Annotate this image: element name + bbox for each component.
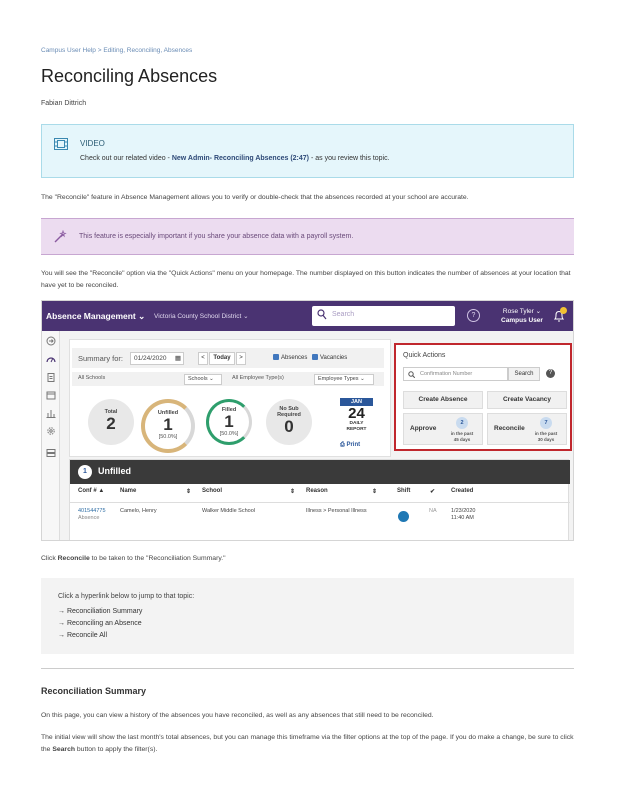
unfilled-table-panel [69, 459, 569, 541]
sort-icon[interactable]: ⇕ [290, 489, 296, 495]
district-selector[interactable]: Victoria County School District ⌄ [154, 313, 249, 320]
approve-button[interactable]: Approve 2 in the past 45 days [403, 413, 483, 445]
user-menu[interactable]: Rose Tyler ⌄ Campus User [501, 308, 543, 324]
filter-paragraph: The initial view will show the last month's total absences, but you can manage this timeframe via the filter options at the top of the page. If you do make a change, be sure to click the Search button to apply the filter(s). [41, 734, 574, 753]
date-input[interactable]: 01/24/2020 ▦ [130, 352, 184, 365]
section-title: Reconciliation Summary [41, 686, 147, 696]
unfilled-stat[interactable]: Unfilled 1 [50.0%] [141, 399, 195, 453]
row-name: Camelo, Henry [120, 508, 157, 514]
reconcile-button[interactable]: Reconcile 7 in the past 30 days [487, 413, 567, 445]
reconcile-count-badge: 7 [540, 417, 552, 429]
row-school: Walker Middle School [202, 508, 255, 514]
jump-link-reconcile-all[interactable]: → Reconcile All [58, 632, 108, 639]
summary-panel [69, 339, 391, 457]
jump-links-box [41, 578, 574, 654]
col-created[interactable]: Created [451, 488, 474, 494]
section-divider [41, 668, 574, 669]
print-link[interactable]: ⎙ Print [340, 442, 361, 448]
note-callout [41, 218, 574, 255]
absences-checkbox[interactable]: Absences [273, 354, 307, 361]
divider [70, 502, 570, 503]
total-stat[interactable]: Total 2 [88, 399, 134, 445]
server-icon[interactable] [46, 448, 56, 458]
arrow-right-icon[interactable] [46, 336, 56, 346]
calendar-icon[interactable] [46, 390, 56, 400]
click-reconcile-paragraph: Click Reconcile to be taken to the "Reconciliation Summary." [41, 555, 226, 562]
col-school[interactable]: School [202, 488, 223, 494]
film-icon [54, 138, 68, 152]
history-paragraph: On this page, you can view a history of the absences you have reconciled, as well as any absences that still need to be reconciled. [41, 712, 434, 719]
video-text: Check out our related video - New Admin- Reconciling Absences (2:47) - as you review this topic. [80, 155, 390, 162]
col-reason[interactable]: Reason [306, 488, 328, 494]
bar-chart-icon[interactable] [46, 408, 56, 418]
daily-report-calendar[interactable]: JAN 24 DAILY REPORT [340, 398, 373, 438]
quick-actions-panel [394, 343, 572, 451]
help-icon[interactable]: ? [467, 309, 480, 322]
row-reason: Illness > Personal Illness [306, 508, 367, 514]
quick-actions-paragraph: You will see the "Reconcile" option via the "Quick Actions" menu on your homepage. The number displayed on this button indicates the number of absences at your location that have yet to be reconciled. [41, 270, 571, 289]
col-check: ✔ [430, 489, 436, 495]
shift-indicator [398, 511, 409, 522]
jump-links-title: Click a hyperlink below to jump to that topic: [58, 593, 195, 600]
col-conf[interactable]: Conf # ▲ [78, 488, 105, 494]
summary-label: Summary for: [78, 354, 124, 363]
row-created: 1/23/2020 11:40 AM [451, 508, 476, 521]
unfilled-title: Unfilled [98, 466, 131, 476]
approve-count-badge: 2 [456, 417, 468, 429]
jump-link-reconciling-absence[interactable]: → Reconciling an Absence [58, 620, 142, 627]
search-icon [317, 309, 327, 322]
video-title: VIDEO [80, 139, 105, 148]
magic-wand-icon [53, 230, 67, 246]
table-row[interactable]: 401544775 Absence [78, 508, 106, 521]
app-title[interactable]: Absence Management ⌄ [46, 311, 146, 321]
calendar-icon: ▦ [174, 355, 181, 362]
app-search-input[interactable]: Search [312, 306, 455, 326]
prev-day-button[interactable]: < [198, 352, 208, 365]
today-button[interactable]: Today [209, 352, 235, 365]
breadcrumb[interactable]: Campus User Help > Editing, Reconciling, Absences [41, 47, 193, 54]
app-screenshot [41, 300, 574, 541]
summary-bar [72, 348, 384, 368]
confirmation-search-button[interactable]: Search [508, 367, 540, 381]
employee-types-select[interactable]: Employee Types ⌄ [314, 374, 374, 385]
confirmation-number-input[interactable]: Confirmation Number [403, 367, 508, 381]
col-name[interactable]: Name [120, 488, 137, 494]
next-day-button[interactable]: > [236, 352, 246, 365]
help-icon[interactable]: ? [546, 369, 555, 378]
sort-icon[interactable]: ⇕ [372, 489, 378, 495]
row-status: NA [429, 508, 437, 514]
video-callout [41, 124, 574, 178]
page-title: Reconciling Absences [41, 66, 218, 86]
side-nav [42, 331, 60, 541]
create-vacancy-button[interactable]: Create Vacancy [487, 391, 567, 409]
search-icon [408, 371, 415, 380]
app-topbar [42, 301, 574, 331]
schools-select[interactable]: Schools ⌄ [184, 374, 222, 385]
sort-icon[interactable]: ⇕ [186, 489, 192, 495]
filter-bar [72, 372, 384, 386]
clipboard-icon[interactable] [46, 372, 56, 382]
quick-actions-title: Quick Actions [403, 352, 446, 359]
create-absence-button[interactable]: Create Absence [403, 391, 483, 409]
note-text: This feature is especially important if you share your absence data with a payroll system. [79, 233, 354, 240]
conf-number-link[interactable]: 401544775 [78, 508, 106, 514]
jump-link-reconciliation-summary[interactable]: → Reconciliation Summary [58, 608, 143, 615]
unfilled-header [70, 460, 570, 484]
notification-badge [560, 307, 567, 314]
video-link[interactable]: New Admin- Reconciling Absences (2:47) [171, 155, 310, 162]
unfilled-count: 1 [78, 465, 92, 479]
filled-stat[interactable]: Filled 1 [50.0%] [206, 399, 252, 445]
dashboard-icon[interactable] [46, 354, 56, 364]
vacancies-checkbox[interactable]: Vacancies [312, 354, 347, 361]
schools-filter-label: All Schools [78, 375, 106, 381]
author-name: Fabian Dittrich [41, 100, 87, 107]
col-shift[interactable]: Shift [397, 488, 411, 494]
gear-icon[interactable] [46, 426, 56, 436]
intro-paragraph: The "Reconcile" feature in Absence Management allows you to verify or double-check that the absences recorded at your school are accurate. [41, 194, 469, 201]
no-sub-stat[interactable]: No Sub Required 0 [266, 399, 312, 445]
employee-filter-label: All Employee Type(s) [232, 375, 284, 381]
